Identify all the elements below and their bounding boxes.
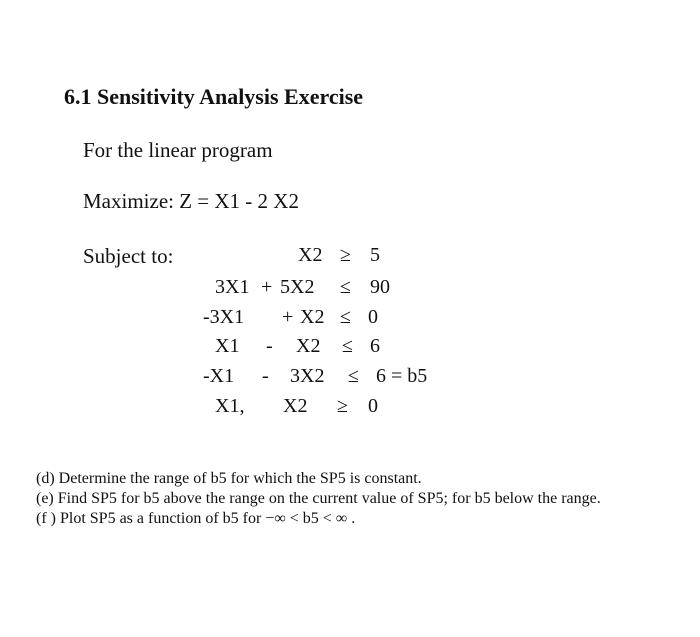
constraint-lhs1: X1 bbox=[215, 335, 240, 357]
exercise-title: 6.1 Sensitivity Analysis Exercise bbox=[64, 84, 364, 109]
constraint-rhs: 6 bbox=[370, 335, 380, 357]
constraint-lhs2: X2 bbox=[298, 244, 323, 266]
objective-function: Maximize: Z = X1 - 2 X2 bbox=[83, 189, 299, 213]
constraint-operator: + bbox=[282, 306, 294, 328]
constraint-relation: ≤ bbox=[340, 306, 351, 328]
question-e: (e) Find SP5 for b5 above the range on the current value of SP5; for b5 below the range. bbox=[36, 490, 601, 507]
constraint-relation: ≤ bbox=[348, 365, 359, 387]
constraint-lhs1: -X1 bbox=[203, 365, 235, 387]
constraint-lhs2: X2 bbox=[300, 306, 325, 328]
constraint-lhs1: 3X1 bbox=[215, 276, 250, 298]
question-f: (f ) Plot SP5 as a function of b5 for −∞ < b5 < ∞ . bbox=[36, 510, 356, 527]
constraint-operator: - bbox=[266, 335, 273, 357]
constraint-relation: ≤ bbox=[342, 335, 353, 357]
constraint-rhs: 0 bbox=[368, 306, 378, 328]
constraint-rhs: 0 bbox=[368, 395, 378, 417]
constraint-lhs1: X1, bbox=[215, 395, 245, 417]
constraint-operator: - bbox=[262, 365, 269, 387]
constraint-relation: ≥ bbox=[337, 395, 348, 417]
constraint-lhs1: -3X1 bbox=[203, 306, 245, 328]
constraint-rhs: 6 = b5 bbox=[376, 365, 428, 387]
constraint-relation: ≥ bbox=[340, 244, 351, 266]
constraint-rhs: 90 bbox=[370, 276, 390, 298]
constraint-lhs2: 3X2 bbox=[290, 365, 325, 387]
constraint-lhs2: 5X2 bbox=[280, 276, 315, 298]
constraint-operator: + bbox=[261, 276, 273, 298]
question-d: (d) Determine the range of b5 for which the SP5 is constant. bbox=[36, 470, 422, 487]
intro-text: For the linear program bbox=[83, 138, 273, 162]
constraint-rhs: 5 bbox=[370, 244, 380, 266]
constraint-lhs2: X2 bbox=[283, 395, 308, 417]
subject-to-label: Subject to: bbox=[83, 244, 174, 268]
constraint-relation: ≤ bbox=[340, 276, 351, 298]
constraint-lhs2: X2 bbox=[296, 335, 321, 357]
